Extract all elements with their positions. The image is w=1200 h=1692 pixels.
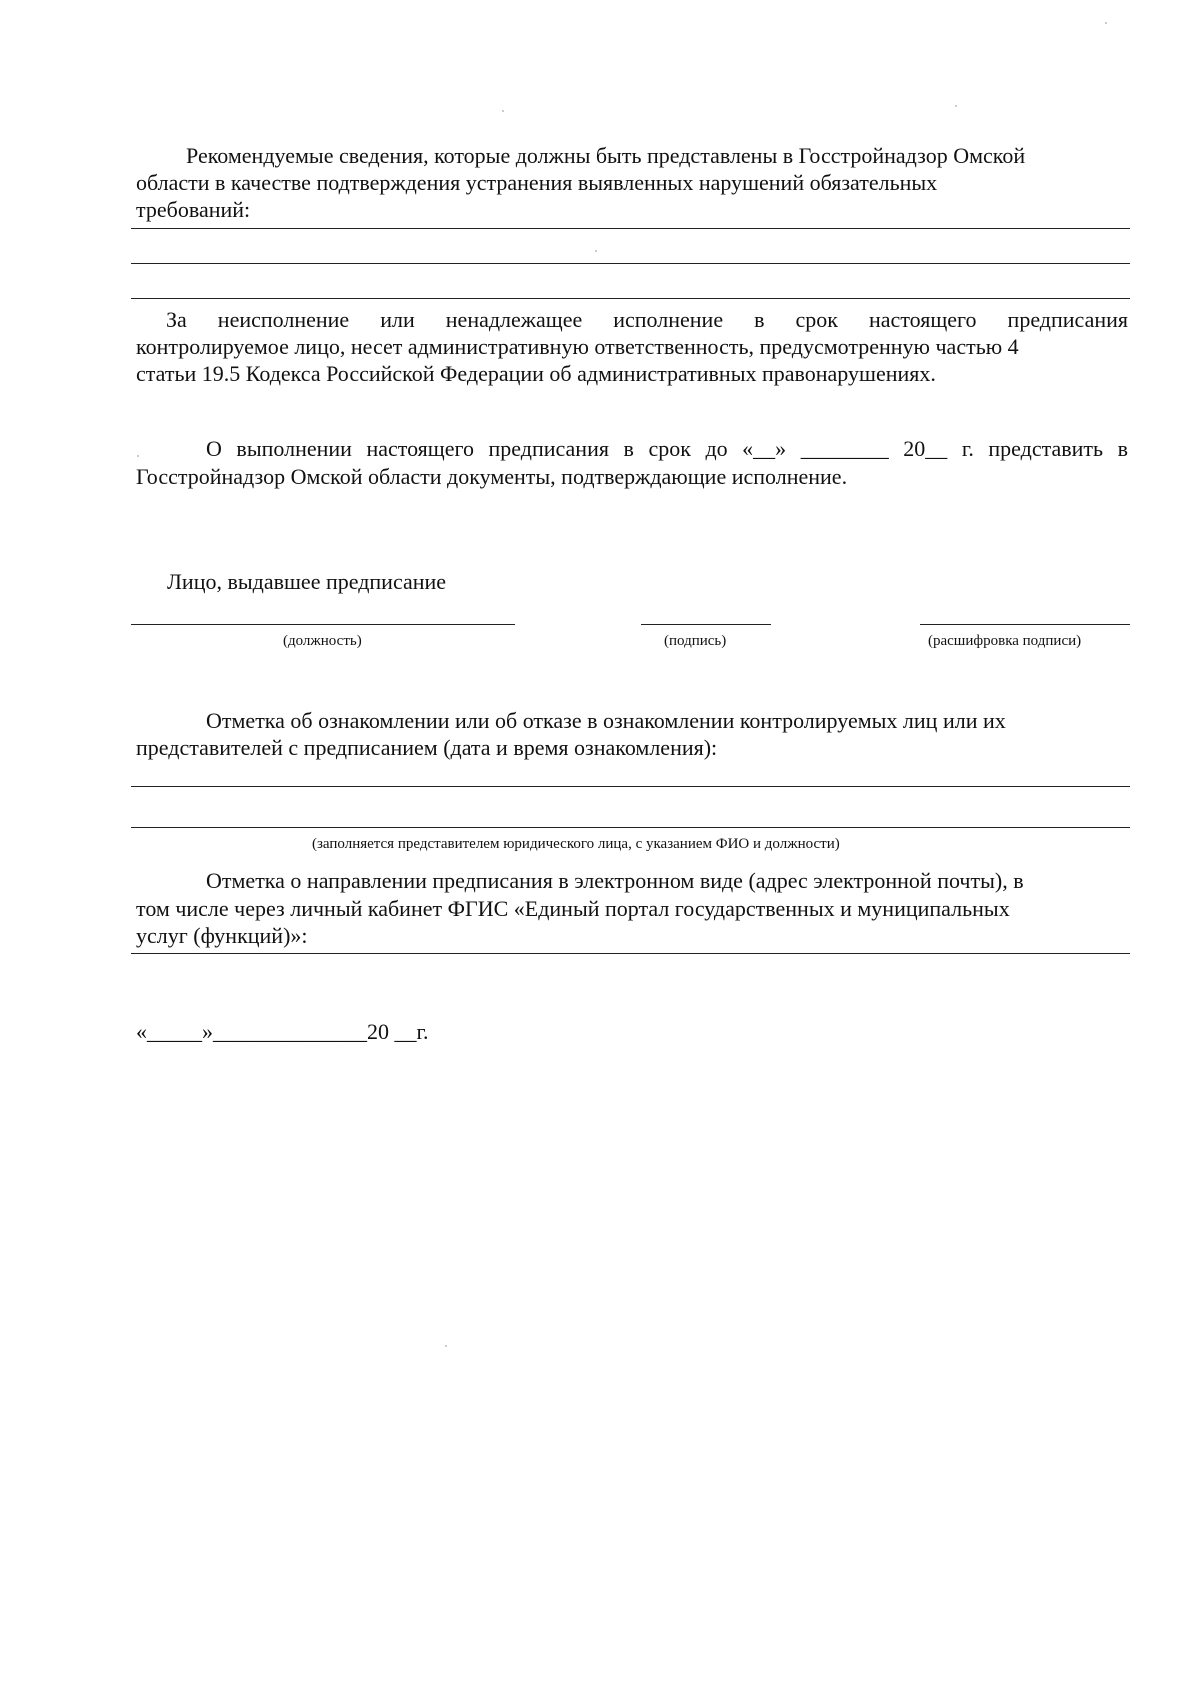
- scan-speck: [502, 110, 504, 112]
- liability-line-3: статьи 19.5 Кодекса Российской Федерации об административных правонарушениях.: [136, 361, 936, 386]
- blank-line[interactable]: [131, 228, 1130, 229]
- date-line: «_____»______________20 __г.: [136, 1019, 429, 1044]
- scan-speck: [1105, 22, 1107, 24]
- electronic-line-2: том числе через личный кабинет ФГИС «Единый портал государственных и муниципальных: [136, 896, 1010, 921]
- blank-line[interactable]: [131, 953, 1130, 954]
- scan-speck: [445, 1345, 447, 1347]
- liability-line-2: контролируемое лицо, несет административную ответственность, предусмотренную частью 4: [136, 334, 1019, 359]
- recommended-line-3: требований:: [136, 197, 251, 222]
- issuer-label: Лицо, выдавшее предписание: [167, 569, 447, 594]
- liability-line-1: За неисполнение или ненадлежащее исполнение в срок настоящего предписания: [166, 307, 1128, 332]
- blank-line[interactable]: [131, 298, 1130, 299]
- decoding-line[interactable]: [920, 624, 1130, 625]
- electronic-line-3: услуг (функций)»:: [136, 923, 308, 948]
- blank-line[interactable]: [131, 786, 1130, 787]
- caption-position: (должность): [283, 633, 362, 649]
- signature-line[interactable]: [641, 624, 771, 625]
- deadline-line-2: Госстройнадзор Омской области документы, подтверждающие исполнение.: [136, 464, 848, 489]
- acquaintance-line-2: представителей с предписанием (дата и время ознакомления):: [136, 735, 718, 760]
- blank-line[interactable]: [131, 263, 1130, 264]
- scan-speck: [595, 250, 597, 252]
- scan-speck: [955, 105, 957, 107]
- position-line[interactable]: [131, 624, 515, 625]
- blank-line[interactable]: [131, 827, 1130, 828]
- recommended-line-2: области в качестве подтверждения устранения выявленных нарушений обязательных: [136, 170, 938, 195]
- deadline-line-1: О выполнении настоящего предписания в срок до «__» ________ 20__ г. представить в: [206, 436, 1128, 461]
- scan-speck: [137, 455, 139, 457]
- electronic-line-1: Отметка о направлении предписания в электронном виде (адрес электронной почты), в: [206, 868, 1024, 893]
- caption-decoding: (расшифровка подписи): [928, 633, 1082, 649]
- acquaintance-line-1: Отметка об ознакомлении или об отказе в ознакомлении контролируемых лиц или их: [206, 708, 1006, 733]
- recommended-line-1: Рекомендуемые сведения, которые должны быть представлены в Госстройнадзор Омской: [186, 143, 1026, 168]
- acquaintance-caption: (заполняется представителем юридического лица, с указанием ФИО и должности): [312, 836, 840, 852]
- caption-signature: (подпись): [664, 633, 727, 649]
